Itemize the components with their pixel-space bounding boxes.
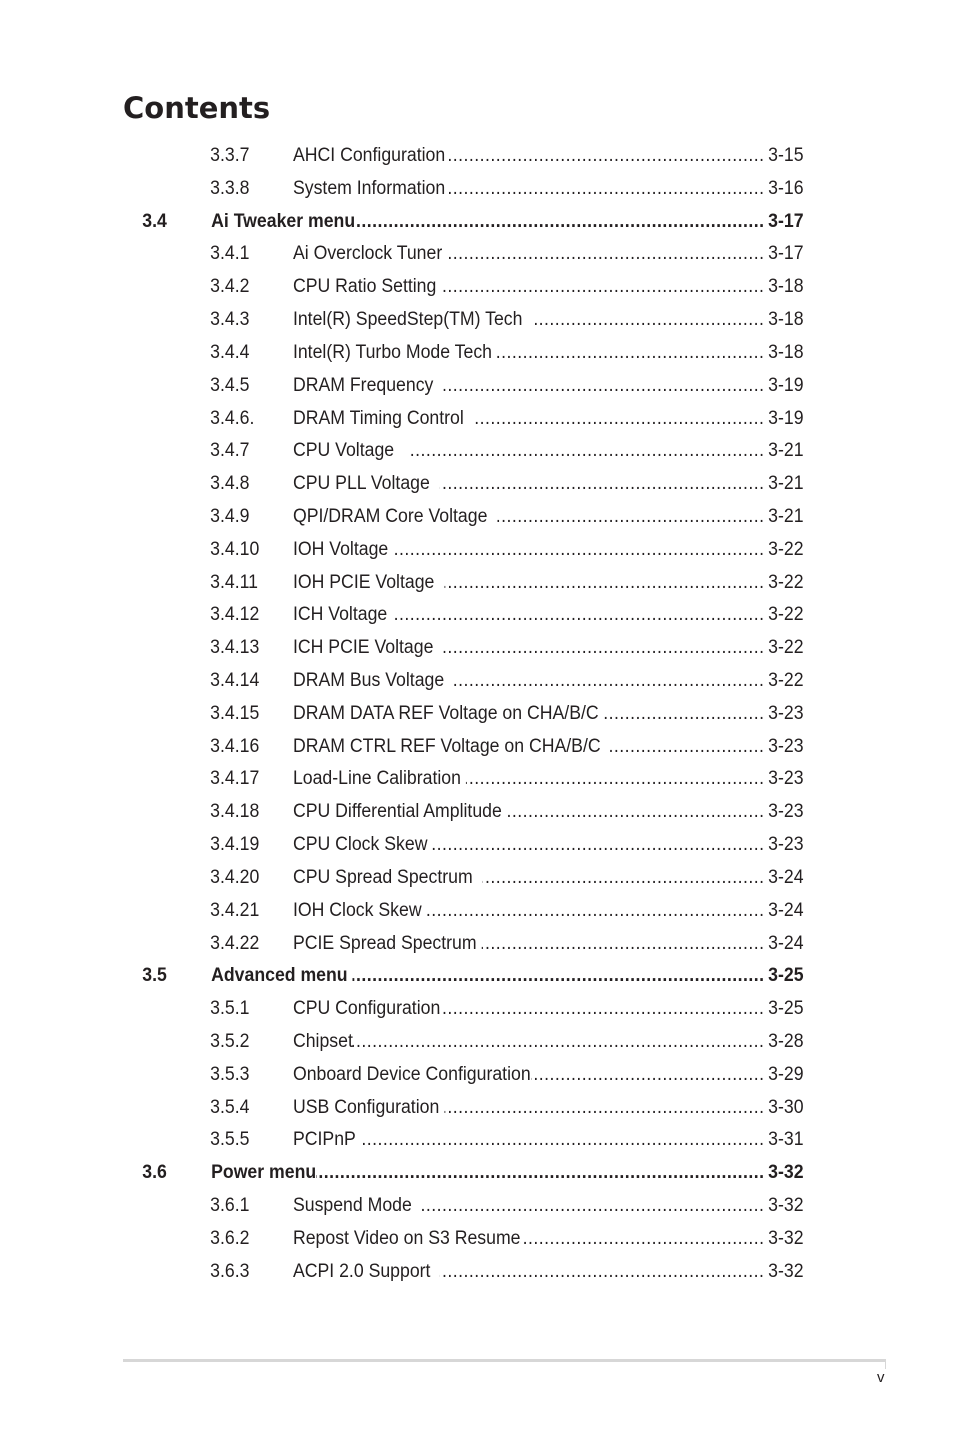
- toc-dot-leader: [440, 468, 765, 501]
- toc-entry: [0, 370, 887, 403]
- toc-entry-page: 3-31: [768, 1129, 804, 1151]
- toc-entry-title: CPU Voltage: [292, 440, 409, 462]
- toc-entry-page: 3-32: [768, 1195, 804, 1216]
- toc-entry: [0, 1059, 887, 1092]
- toc-entry-page: 3-22: [768, 604, 804, 626]
- toc-entry-number: 3.4.14: [210, 670, 260, 691]
- toc-entry-line: [293, 698, 804, 731]
- toc-entry-number: 3.4.22: [210, 932, 260, 954]
- toc-entry: [0, 337, 887, 370]
- toc-entry-page: 3-28: [768, 1030, 804, 1052]
- toc-entry-line: [211, 1157, 803, 1190]
- toc-entry: [0, 304, 887, 337]
- toc-entry: [0, 1026, 887, 1059]
- toc-entry: [0, 534, 887, 567]
- toc-dot-leader: [482, 928, 765, 961]
- toc-entry-number: 3.6: [142, 1162, 167, 1184]
- footer-rule-tick: [885, 1359, 886, 1369]
- toc-entry-line: [293, 238, 804, 271]
- toc-dot-leader: [444, 1092, 764, 1125]
- toc-dot-leader: [532, 304, 764, 337]
- toc-section-entry: [0, 1157, 887, 1190]
- toc-entry-page: 3-29: [768, 1063, 804, 1085]
- toc-entry-title: CPU Differential Amplitude: [292, 801, 507, 823]
- toc-entry-line: [293, 599, 804, 632]
- toc-dot-leader: [497, 337, 765, 370]
- toc-entry-line: [293, 501, 804, 534]
- toc-entry-number: 3.5.2: [210, 1030, 250, 1052]
- toc-entry-line: [293, 895, 804, 928]
- toc-entry-line: [293, 271, 804, 304]
- toc-entry-line: [211, 206, 803, 239]
- toc-dot-leader: [422, 1190, 765, 1223]
- toc-dot-leader: [445, 140, 764, 173]
- toc-entry-number: 3.4: [142, 210, 167, 232]
- toc-entry-title: QPI/DRAM Core Voltage: [292, 505, 498, 527]
- toc-entry-line: [293, 173, 804, 206]
- toc-entry: [0, 665, 887, 698]
- toc-entry-number: 3.6.2: [210, 1227, 250, 1249]
- toc-entry-number: 3.5.1: [210, 998, 250, 1020]
- toc-entry-page: 3-23: [768, 702, 804, 724]
- toc-entry-line: [293, 796, 804, 829]
- toc-dot-leader: [466, 763, 765, 796]
- toc-entry-line: [293, 567, 804, 600]
- toc-entry: [0, 895, 887, 928]
- toc-dot-leader: [316, 1157, 764, 1190]
- toc-entry-page: 3-24: [768, 899, 804, 921]
- toc-entry-line: [293, 829, 804, 862]
- toc-entry-line: [293, 1092, 804, 1125]
- toc-entry: [0, 599, 887, 632]
- toc-entry: [0, 698, 887, 731]
- toc-entry-title: Ai Overclock Tuner: [292, 243, 448, 265]
- toc-dot-leader: [353, 1026, 765, 1059]
- toc-entry-page: 3-22: [768, 670, 804, 691]
- toc-dot-leader: [482, 862, 764, 895]
- toc-entry-title: CPU Spread Spectrum: [292, 866, 483, 888]
- toc-entry-title: DRAM CTRL REF Voltage on CHA/B/C: [292, 735, 611, 757]
- toc-entry-title: Power menu: [211, 1162, 317, 1184]
- toc-entry-page: 3-30: [768, 1096, 804, 1118]
- toc-entry-page: 3-22: [768, 571, 804, 593]
- toc-entry: [0, 140, 887, 173]
- toc-entry-line: [293, 993, 804, 1026]
- toc-dot-leader: [440, 993, 764, 1026]
- toc-entry-line: [293, 731, 804, 764]
- toc-entry: [0, 731, 887, 764]
- toc-dot-leader: [443, 632, 764, 665]
- toc-entry-page: 3-21: [768, 505, 804, 527]
- page-number: v: [877, 1369, 885, 1386]
- toc-dot-leader: [531, 1059, 765, 1092]
- toc-entry-line: [293, 1256, 804, 1289]
- toc-entry-title: Intel(R) SpeedStep(TM) Tech: [292, 309, 533, 331]
- toc-entry: [0, 632, 887, 665]
- toc-entry-number: 3.5.5: [210, 1129, 250, 1151]
- toc-dot-leader: [355, 206, 764, 239]
- toc-entry-page: 3-18: [768, 341, 804, 363]
- toc-entry-page: 3-16: [768, 177, 804, 199]
- footer-rule: [123, 1359, 885, 1362]
- toc-entry: [0, 993, 887, 1026]
- toc-entry-page: 3-18: [768, 309, 804, 331]
- toc-entry-page: 3-17: [768, 243, 804, 265]
- toc-entry-page: 3-18: [768, 276, 804, 298]
- toc-entry-number: 3.3.7: [210, 145, 250, 166]
- toc-entry-number: 3.4.4: [210, 341, 250, 363]
- toc-entry-line: [293, 1124, 804, 1157]
- toc-entry-title: Onboard Device Configuration: [292, 1063, 531, 1085]
- toc-entry-line: [211, 960, 803, 993]
- toc-entry-line: [293, 763, 804, 796]
- toc-entry-number: 3.4.17: [210, 768, 260, 790]
- toc-dot-leader: [507, 796, 765, 829]
- toc-entry-line: [293, 632, 804, 665]
- toc-entry-title: ICH PCIE Voltage: [292, 637, 444, 659]
- toc-entry-number: 3.4.5: [210, 374, 250, 396]
- toc-entry: [0, 403, 887, 436]
- toc-entry-number: 3.4.2: [210, 276, 250, 298]
- toc-entry: [0, 238, 887, 271]
- toc-dot-leader: [360, 1124, 764, 1157]
- toc-dot-leader: [440, 1256, 764, 1289]
- toc-entry-title: Load-Line Calibration: [292, 768, 466, 790]
- toc-entry-page: 3-24: [768, 932, 804, 954]
- toc-dot-leader: [610, 731, 764, 764]
- toc-entry-title: Repost Video on S3 Resume: [292, 1227, 521, 1249]
- toc-entry-page: 3-32: [768, 1162, 804, 1184]
- toc-entry-page: 3-23: [768, 834, 804, 856]
- toc-entry-number: 3.5.4: [210, 1096, 250, 1118]
- toc-entry-line: [293, 468, 804, 501]
- toc-entry-number: 3.4.7: [210, 440, 250, 462]
- toc-entry-number: 3.4.10: [210, 538, 260, 560]
- toc-entry-page: 3-32: [768, 1227, 804, 1249]
- toc-entry-title: Chipset: [292, 1030, 353, 1052]
- toc-entry-number: 3.4.21: [210, 899, 260, 921]
- table-of-contents: [0, 140, 954, 1288]
- toc-entry: [0, 173, 887, 206]
- toc-entry-title: IOH PCIE Voltage: [292, 571, 445, 593]
- toc-entry-title: PCIPnP: [292, 1129, 361, 1151]
- toc-entry-title: DRAM Frequency: [292, 374, 444, 396]
- toc-section-entry: [0, 206, 887, 239]
- toc-entry-number: 3.4.15: [210, 702, 260, 724]
- toc-entry-page: 3-22: [768, 538, 804, 560]
- toc-entry-line: [293, 140, 804, 173]
- toc-entry-title: Ai Tweaker menu: [211, 210, 356, 232]
- toc-entry-number: 3.4.11: [210, 571, 259, 593]
- toc-entry-title: DRAM Timing Control: [292, 407, 474, 429]
- toc-entry-title: Intel(R) Turbo Mode Tech: [292, 341, 497, 363]
- toc-dot-leader: [474, 403, 765, 436]
- toc-entry-title: CPU Configuration: [292, 998, 441, 1020]
- toc-dot-leader: [409, 435, 765, 468]
- page-title: Contents: [123, 91, 271, 125]
- toc-entry-line: [293, 1059, 804, 1092]
- toc-entry-page: 3-15: [768, 145, 804, 166]
- toc-entry-page: 3-24: [768, 866, 804, 888]
- toc-dot-leader: [353, 960, 765, 993]
- toc-entry-page: 3-17: [768, 210, 804, 232]
- toc-dot-leader: [426, 895, 764, 928]
- toc-dot-leader: [432, 829, 764, 862]
- toc-dot-leader: [392, 599, 764, 632]
- toc-entry: [0, 1223, 887, 1256]
- toc-entry: [0, 435, 887, 468]
- toc-entry: [0, 1256, 887, 1289]
- toc-entry: [0, 1124, 887, 1157]
- toc-entry-page: 3-19: [768, 407, 804, 429]
- toc-entry-line: [293, 862, 804, 895]
- toc-entry-page: 3-23: [768, 801, 804, 823]
- toc-entry: [0, 1092, 887, 1125]
- toc-entry-title: System Information: [292, 177, 446, 199]
- toc-entry-number: 3.4.20: [210, 866, 260, 888]
- toc-entry-number: 3.6.1: [210, 1195, 250, 1216]
- toc-entry-number: 3.4.6.: [210, 407, 255, 429]
- toc-entry-line: [293, 403, 804, 436]
- toc-entry-title: PCIE Spread Spectrum: [292, 932, 482, 954]
- toc-entry-number: 3.4.3: [210, 309, 250, 331]
- toc-entry-line: [293, 1223, 804, 1256]
- toc-entry: [0, 862, 887, 895]
- toc-dot-leader: [393, 534, 764, 567]
- toc-dot-leader: [445, 173, 764, 206]
- toc-entry-number: 3.5.3: [210, 1063, 250, 1085]
- toc-entry-line: [293, 337, 804, 370]
- toc-entry-line: [293, 1190, 804, 1223]
- toc-entry-number: 3.4.19: [210, 834, 260, 856]
- toc-dot-leader: [441, 271, 764, 304]
- toc-entry-title: USB Configuration: [292, 1096, 445, 1118]
- toc-entry-line: [293, 1026, 804, 1059]
- toc-entry-number: 3.4.16: [210, 735, 260, 757]
- toc-entry-page: 3-19: [768, 374, 804, 396]
- toc-entry: [0, 763, 887, 796]
- toc-section-entry: [0, 960, 887, 993]
- toc-entry: [0, 928, 887, 961]
- toc-dot-leader: [447, 238, 764, 271]
- toc-entry-title: AHCI Configuration: [292, 145, 446, 166]
- toc-entry-number: 3.4.12: [210, 604, 260, 626]
- toc-entry-page: 3-32: [768, 1260, 804, 1282]
- toc-entry-page: 3-21: [768, 473, 804, 495]
- toc-entry-number: 3.4.18: [210, 801, 260, 823]
- toc-entry: [0, 501, 887, 534]
- toc-entry: [0, 271, 887, 304]
- toc-entry-line: [293, 370, 804, 403]
- toc-entry: [0, 468, 887, 501]
- toc-dot-leader: [443, 370, 764, 403]
- toc-entry-page: 3-21: [768, 440, 804, 462]
- toc-entry-title: CPU PLL Voltage: [292, 473, 440, 495]
- toc-entry-title: DRAM DATA REF Voltage on CHA/B/C: [292, 702, 604, 724]
- toc-entry: [0, 796, 887, 829]
- toc-entry-number: 3.3.8: [210, 177, 250, 199]
- toc-entry: [0, 1190, 887, 1223]
- toc-entry-title: ICH Voltage: [292, 604, 393, 626]
- toc-dot-leader: [444, 567, 764, 600]
- toc-entry-title: DRAM Bus Voltage: [292, 670, 455, 691]
- toc-entry-line: [293, 665, 804, 698]
- toc-entry-number: 3.4.1: [210, 243, 250, 265]
- toc-entry-page: 3-23: [768, 768, 804, 790]
- toc-entry-number: 3.5: [142, 965, 167, 987]
- toc-entry: [0, 829, 887, 862]
- toc-entry-title: IOH Voltage: [292, 538, 394, 560]
- toc-entry-title: Suspend Mode: [292, 1195, 422, 1216]
- toc-entry-page: 3-23: [768, 735, 804, 757]
- toc-entry-line: [293, 304, 804, 337]
- toc-entry-page: 3-25: [768, 998, 804, 1020]
- toc-entry-page: 3-22: [768, 637, 804, 659]
- toc-entry-number: 3.6.3: [210, 1260, 250, 1282]
- toc-dot-leader: [521, 1223, 765, 1256]
- toc-dot-leader: [604, 698, 765, 731]
- toc-entry-title: ACPI 2.0 Support: [292, 1260, 441, 1282]
- toc-entry-page: 3-25: [768, 965, 804, 987]
- toc-entry-number: 3.4.9: [210, 505, 250, 527]
- toc-entry-line: [293, 928, 804, 961]
- toc-entry-title: IOH Clock Skew: [292, 899, 427, 921]
- toc-entry-line: [293, 534, 804, 567]
- toc-entry-line: [293, 435, 804, 468]
- toc-entry: [0, 567, 887, 600]
- toc-dot-leader: [497, 501, 764, 534]
- toc-entry-title: CPU Clock Skew: [292, 834, 433, 856]
- toc-entry-number: 3.4.8: [210, 473, 250, 495]
- toc-entry-number: 3.4.13: [210, 637, 260, 659]
- toc-entry-title: Advanced menu: [211, 965, 353, 987]
- toc-dot-leader: [454, 665, 764, 698]
- toc-entry-title: CPU Ratio Setting: [292, 276, 442, 298]
